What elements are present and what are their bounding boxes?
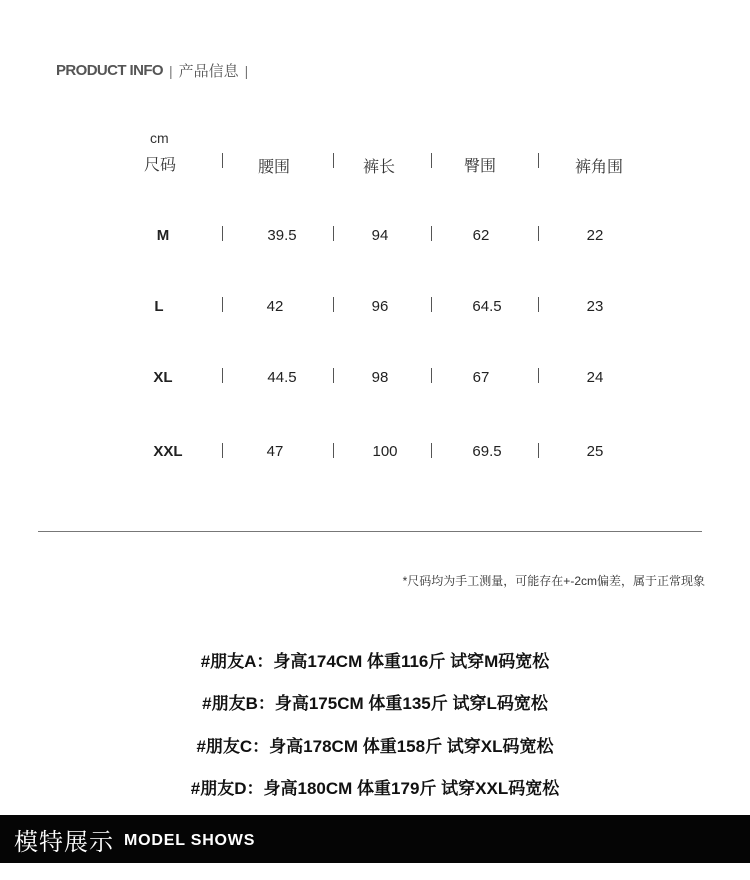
hip-value: 64.5: [472, 298, 502, 315]
size-label: XXL: [153, 443, 183, 460]
column-divider: [333, 443, 334, 458]
column-divider: [538, 368, 539, 383]
waist-value: 42: [266, 298, 284, 315]
length-value: 96: [371, 298, 389, 315]
column-divider: [222, 297, 223, 312]
hem-value: 24: [586, 369, 604, 386]
hem-value: 23: [586, 298, 604, 315]
column-header-length: 裤长: [362, 159, 395, 176]
header-separator-end: |: [244, 62, 249, 79]
waist-value: 47: [266, 443, 284, 460]
column-divider: [431, 226, 432, 241]
hip-value: 62: [472, 227, 490, 244]
model-shows-banner: [0, 815, 750, 863]
length-value: 94: [371, 227, 389, 244]
column-divider: [222, 443, 223, 458]
column-divider: [431, 153, 432, 168]
header-title-zh: 产品信息: [178, 63, 239, 80]
column-divider: [431, 297, 432, 312]
column-divider: [222, 226, 223, 241]
column-header-hem: 裤角围: [574, 159, 623, 176]
column-divider: [538, 443, 539, 458]
hem-value: 22: [586, 227, 604, 244]
hip-value: 67: [472, 369, 490, 386]
table-unit: cm: [150, 130, 169, 146]
friend-fit-line: #朋友D：身高180CM 体重179斤 试穿XXL码宽松: [190, 779, 560, 798]
header-title-en: PRODUCT INFO: [56, 62, 163, 79]
banner-title-zh: 模特展示: [14, 828, 114, 856]
measurement-note: *尺码均为手工测量，可能存在+-2cm偏差，属于正常现象: [402, 574, 705, 588]
section-divider: [38, 531, 702, 532]
column-divider: [222, 368, 223, 383]
column-divider: [538, 153, 539, 168]
waist-value: 44.5: [267, 369, 297, 386]
length-value: 100: [372, 443, 398, 460]
size-label: XL: [153, 369, 173, 386]
size-label: M: [156, 227, 170, 244]
column-divider: [333, 153, 334, 168]
product-info-header: [56, 60, 254, 81]
banner-title-en: MODEL SHOWS: [124, 832, 256, 849]
column-divider: [222, 153, 223, 168]
column-divider: [431, 368, 432, 383]
column-divider: [538, 297, 539, 312]
column-header-size: 尺码: [143, 157, 176, 174]
waist-value: 39.5: [267, 227, 297, 244]
column-divider: [538, 226, 539, 241]
size-label: L: [154, 298, 164, 315]
friend-fit-line: #朋友C：身高178CM 体重158斤 试穿XL码宽松: [196, 737, 554, 756]
column-divider: [333, 226, 334, 241]
header-separator: |: [168, 62, 173, 79]
hip-value: 69.5: [472, 443, 502, 460]
column-divider: [431, 443, 432, 458]
length-value: 98: [371, 369, 389, 386]
column-divider: [333, 368, 334, 383]
hem-value: 25: [586, 443, 604, 460]
friend-fit-line: #朋友A：身高174CM 体重116斤 试穿M码宽松: [200, 652, 550, 671]
column-divider: [333, 297, 334, 312]
friend-fit-line: #朋友B：身高175CM 体重135斤 试穿L码宽松: [202, 694, 548, 713]
column-header-waist: 腰围: [257, 159, 290, 176]
column-header-hip: 臀围: [463, 158, 496, 175]
